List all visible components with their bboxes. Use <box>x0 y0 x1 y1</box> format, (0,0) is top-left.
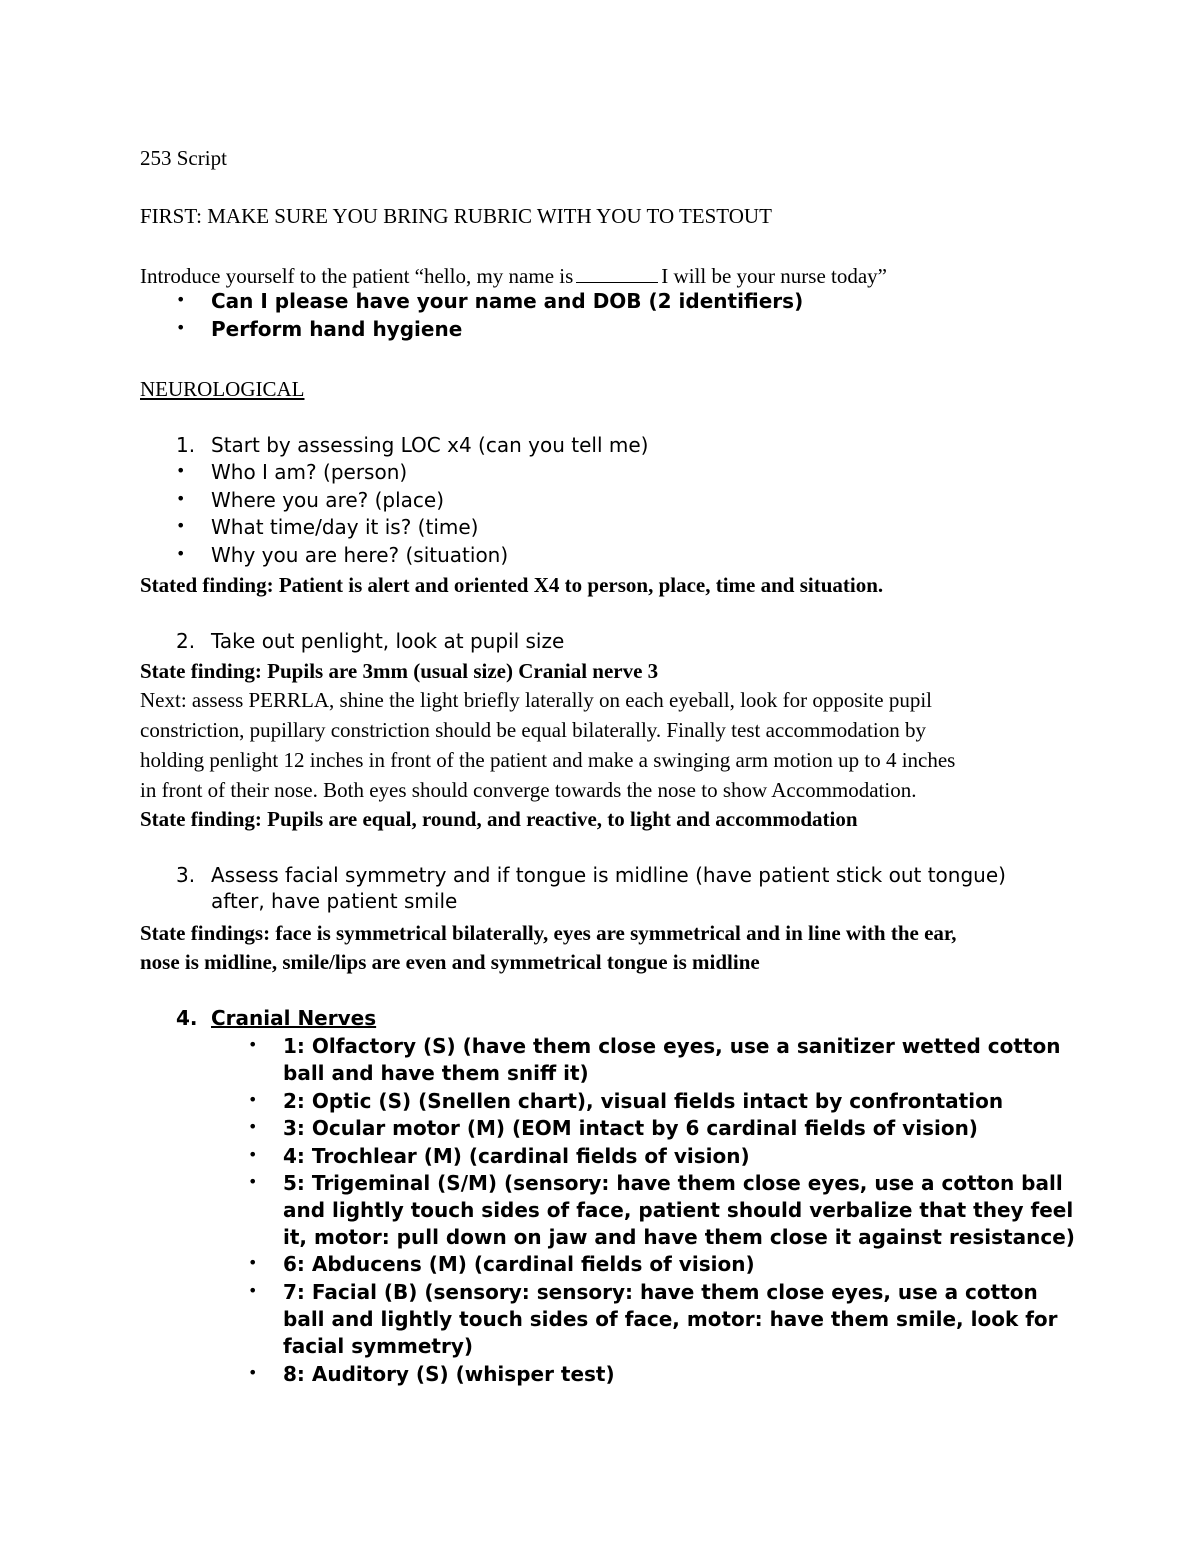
bullet-icon: • <box>176 461 186 480</box>
bullet-icon: • <box>248 1172 258 1191</box>
bullet-icon: • <box>176 318 186 337</box>
stated-finding: Stated finding: Patient is alert and oriented X4 to person, place, time and situation. <box>140 573 884 597</box>
cranial-nerve-item-cont: it, motor: pull down on jaw and have them close it against resistance) <box>283 1225 1075 1249</box>
step-text: Take out penlight, look at pupil size <box>211 629 565 653</box>
cranial-nerve-item: 1: Olfactory (S) (have them close eyes, use a sanitizer wetted cotton <box>283 1034 1061 1058</box>
step-text: after, have patient smile <box>211 889 458 913</box>
cranial-nerve-item: 2: Optic (S) (Snellen chart), visual fields intact by confrontation <box>283 1089 1004 1113</box>
intro-bullet: Can I please have your name and DOB (2 identifiers) <box>211 289 804 313</box>
section-heading: NEUROLOGICAL <box>140 377 305 401</box>
intro-bullet: Perform hand hygiene <box>211 317 463 341</box>
step-text: Assess facial symmetry and if tongue is midline (have patient stick out tongue) <box>211 863 1006 887</box>
cranial-nerve-item-cont: facial symmetry) <box>283 1334 474 1358</box>
bullet-icon: • <box>176 544 186 563</box>
bullet-icon: • <box>248 1035 258 1054</box>
stated-finding: State finding: Pupils are equal, round, and reactive, to light and accommodation <box>140 807 858 831</box>
bullet-icon: • <box>248 1117 258 1136</box>
instruction-line: in front of their nose. Both eyes should converge towards the nose to show Accommodation. <box>140 778 917 802</box>
cranial-nerve-item: 4: Trochlear (M) (cardinal fields of vision) <box>283 1144 750 1168</box>
first-instruction: FIRST: MAKE SURE YOU BRING RUBRIC WITH YOU TO TESTOUT <box>140 204 772 228</box>
cranial-nerve-item-cont: ball and have them sniff it) <box>283 1061 589 1085</box>
bullet-icon: • <box>248 1281 258 1300</box>
bullet-icon: • <box>248 1253 258 1272</box>
step-number: 4. <box>176 1006 198 1030</box>
bullet-icon: • <box>248 1090 258 1109</box>
bullet-icon: • <box>176 489 186 508</box>
cranial-nerve-item: 7: Facial (B) (sensory: sensory: have them close eyes, use a cotton <box>283 1280 1038 1304</box>
stated-finding: nose is midline, smile/lips are even and symmetrical tongue is midline <box>140 950 760 974</box>
instruction-line: Next: assess PERRLA, shine the light briefly laterally on each eyeball, look for opposite pupil <box>140 688 933 712</box>
step-number: 1. <box>176 433 196 457</box>
cranial-nerve-item-cont: and lightly touch sides of face, patient should verbalize that they feel <box>283 1198 1074 1222</box>
stated-finding: State finding: Pupils are 3mm (usual size) Cranial nerve 3 <box>140 659 659 683</box>
bullet-icon: • <box>176 516 186 535</box>
stated-finding: State findings: face is symmetrical bilaterally, eyes are symmetrical and in line with the ear, <box>140 921 957 945</box>
intro-text-before: Introduce yourself to the patient “hello, my name is <box>140 264 574 288</box>
step-number: 2. <box>176 629 196 653</box>
cranial-nerve-item: 3: Ocular motor (M) (EOM intact by 6 cardinal fields of vision) <box>283 1116 978 1140</box>
instruction-line: holding penlight 12 inches in front of the patient and make a swinging arm motion up to 4 inches <box>140 748 956 772</box>
bullet-icon: • <box>248 1145 258 1164</box>
step-number: 3. <box>176 863 196 887</box>
loc-bullet: Why you are here? (situation) <box>211 543 509 567</box>
loc-bullet: What time/day it is? (time) <box>211 515 479 539</box>
cranial-nerves-heading: Cranial Nerves <box>211 1006 377 1030</box>
loc-bullet: Who I am? (person) <box>211 460 408 484</box>
cranial-nerve-item: 6: Abducens (M) (cardinal fields of vision) <box>283 1252 755 1276</box>
intro-text-after: I will be your nurse today” <box>661 264 887 288</box>
cranial-nerve-item: 5: Trigeminal (S/M) (sensory: have them close eyes, use a cotton ball <box>283 1171 1063 1195</box>
bullet-icon: • <box>176 290 186 309</box>
cranial-nerve-item: 8: Auditory (S) (whisper test) <box>283 1362 615 1386</box>
instruction-line: constriction, pupillary constriction should be equal bilaterally. Finally test accommodation by <box>140 718 926 742</box>
step-text: Start by assessing LOC x4 (can you tell me) <box>211 433 649 457</box>
bullet-icon: • <box>248 1363 258 1382</box>
document-title: 253 Script <box>140 146 227 170</box>
name-blank <box>576 264 658 283</box>
loc-bullet: Where you are? (place) <box>211 488 445 512</box>
cranial-nerve-item-cont: ball and lightly touch sides of face, motor: have them smile, look for <box>283 1307 1058 1331</box>
